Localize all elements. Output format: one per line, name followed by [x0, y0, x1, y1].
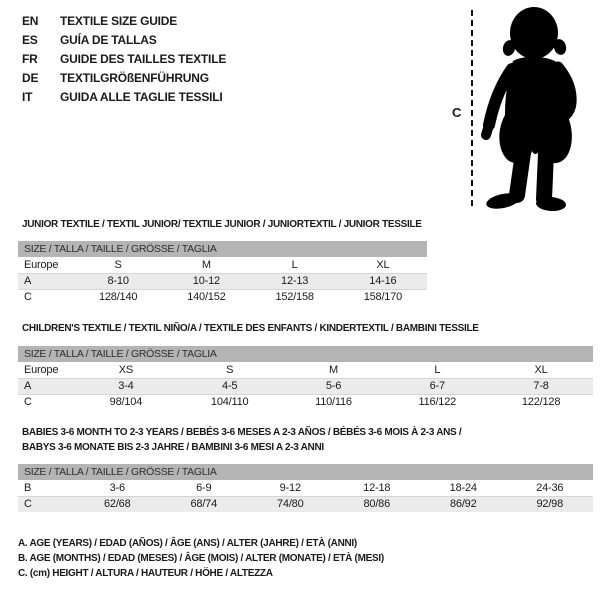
legend-line-b: B. AGE (MONTHS) / EDAD (MESES) / ÂGE (MOIS) / ALTER (MONATE) / ETÀ (MESI) — [18, 553, 384, 564]
language-label: GUÍA DE TALLAS — [60, 33, 157, 47]
height-cell: 92/98 — [536, 498, 564, 510]
age-cell: 18-24 — [449, 482, 477, 494]
junior-table-title: JUNIOR TEXTILE / TEXTIL JUNIOR/ TEXTILE JUNIOR / JUNIORTEXTIL / JUNIOR TESSILE — [22, 219, 422, 230]
age-cell: 10-12 — [192, 275, 220, 287]
size-header-band: SIZE / TALLA / TAILLE / GRÖSSE / TAGLIA — [18, 241, 427, 257]
age-cell: 9-12 — [279, 482, 301, 494]
language-row-en — [22, 12, 226, 31]
table-row — [18, 496, 593, 512]
height-cell: 86/92 — [449, 498, 477, 510]
height-cell: 80/86 — [363, 498, 391, 510]
row-label: Europe — [24, 259, 59, 271]
size-cell: M — [329, 364, 338, 376]
language-list — [22, 12, 226, 107]
language-code: EN — [22, 14, 39, 28]
height-cell: 98/104 — [109, 396, 143, 408]
table-row — [18, 480, 593, 496]
language-row-de — [22, 69, 226, 88]
age-cell: 4-5 — [222, 380, 238, 392]
row-label: A — [24, 380, 32, 392]
row-label: A — [24, 275, 32, 287]
language-code: ES — [22, 33, 38, 47]
language-label: GUIDE DES TAILLES TEXTILE — [60, 52, 227, 66]
language-code: FR — [22, 52, 38, 66]
size-cell: L — [291, 259, 298, 271]
babies-title-line2: BABYS 3-6 MONATE BIS 2-3 JAHRE / BAMBINI 3-6 MESI A 2-3 ANNI — [22, 442, 324, 453]
age-cell: 5-6 — [325, 380, 342, 392]
row-label: C — [24, 396, 32, 408]
language-label: TEXTILE SIZE GUIDE — [60, 14, 178, 28]
babies-table-title — [22, 425, 461, 455]
language-row-it — [22, 88, 226, 107]
table-row — [18, 273, 427, 289]
junior-size-table — [18, 241, 427, 305]
height-cell: 128/140 — [98, 291, 138, 303]
table-row — [18, 257, 427, 273]
size-cell: S — [114, 259, 122, 271]
height-cell: 140/152 — [187, 291, 226, 303]
age-cell: 12-13 — [281, 275, 309, 287]
age-cell: 14-16 — [369, 275, 397, 287]
size-cell: L — [434, 364, 441, 376]
age-cell: 24-36 — [536, 482, 564, 494]
height-cell: 74/80 — [276, 498, 304, 510]
legend — [18, 536, 384, 581]
age-cell: 8-10 — [107, 275, 129, 287]
language-code: DE — [22, 71, 39, 85]
table-row — [18, 362, 593, 378]
age-cell: 6-9 — [196, 482, 212, 494]
size-cell: S — [226, 364, 234, 376]
size-header-band: SIZE / TALLA / TAILLE / GRÖSSE / TAGLIA — [18, 346, 593, 362]
age-cell: 3-4 — [118, 380, 134, 392]
row-label: Europe — [24, 364, 59, 376]
row-label: B — [24, 482, 32, 494]
children-table-title: CHILDREN'S TEXTILE / TEXTIL NIÑO/A / TEXTILE DES ENFANTS / KINDERTEXTIL / BAMBINI TESSILE — [22, 323, 479, 334]
age-cell: 3-6 — [109, 482, 125, 494]
table-row — [18, 289, 427, 305]
language-code: IT — [22, 90, 33, 104]
height-marker-label: C — [452, 105, 462, 120]
legend-line-c: C. (cm) HEIGHT / ALTURA / HAUTEUR / HÖHE / ALTEZZA — [18, 568, 273, 579]
size-cell: M — [201, 259, 211, 271]
legend-line-a: A. AGE (YEARS) / EDAD (AÑOS) / ÂGE (ANS) / ALTER (JAHRE) / ETÀ (ANNI) — [18, 538, 357, 549]
size-header-band: SIZE / TALLA / TAILLE / GRÖSSE / TAGLIA — [18, 464, 593, 480]
height-cell: 158/170 — [363, 291, 403, 303]
row-label: C — [24, 498, 32, 510]
baby-silhouette-icon — [479, 5, 591, 211]
language-row-es — [22, 31, 226, 50]
language-label: GUIDA ALLE TAGLIE TESSILI — [60, 90, 223, 104]
height-cell: 122/128 — [521, 396, 561, 408]
age-cell: 6-7 — [429, 380, 445, 392]
language-row-fr — [22, 50, 226, 69]
age-cell: 7-8 — [533, 380, 549, 392]
row-label: C — [24, 291, 32, 303]
age-cell: 12-18 — [363, 482, 391, 494]
height-dashed-line — [471, 10, 473, 206]
height-cell: 62/68 — [103, 498, 131, 510]
language-label: TEXTILGRÖßENFÜHRUNG — [60, 71, 209, 85]
babies-size-table — [18, 464, 593, 512]
children-size-table — [18, 346, 593, 410]
height-cell: 104/110 — [210, 396, 249, 408]
height-cell: 152/158 — [275, 291, 314, 303]
height-cell: 68/74 — [190, 498, 218, 510]
height-cell: 116/122 — [418, 396, 457, 408]
size-cell: XL — [376, 259, 390, 271]
size-cell: XL — [534, 364, 548, 376]
babies-title-line1: BABIES 3-6 MONTH TO 2-3 YEARS / BEBÉS 3-6 MESES A 2-3 AÑOS / BÉBÉS 3-6 MOIS À 2-3 ANS / — [22, 427, 462, 438]
size-cell: XS — [118, 364, 134, 376]
table-row — [18, 394, 593, 410]
height-cell: 110/116 — [315, 396, 352, 408]
table-row — [18, 378, 593, 394]
